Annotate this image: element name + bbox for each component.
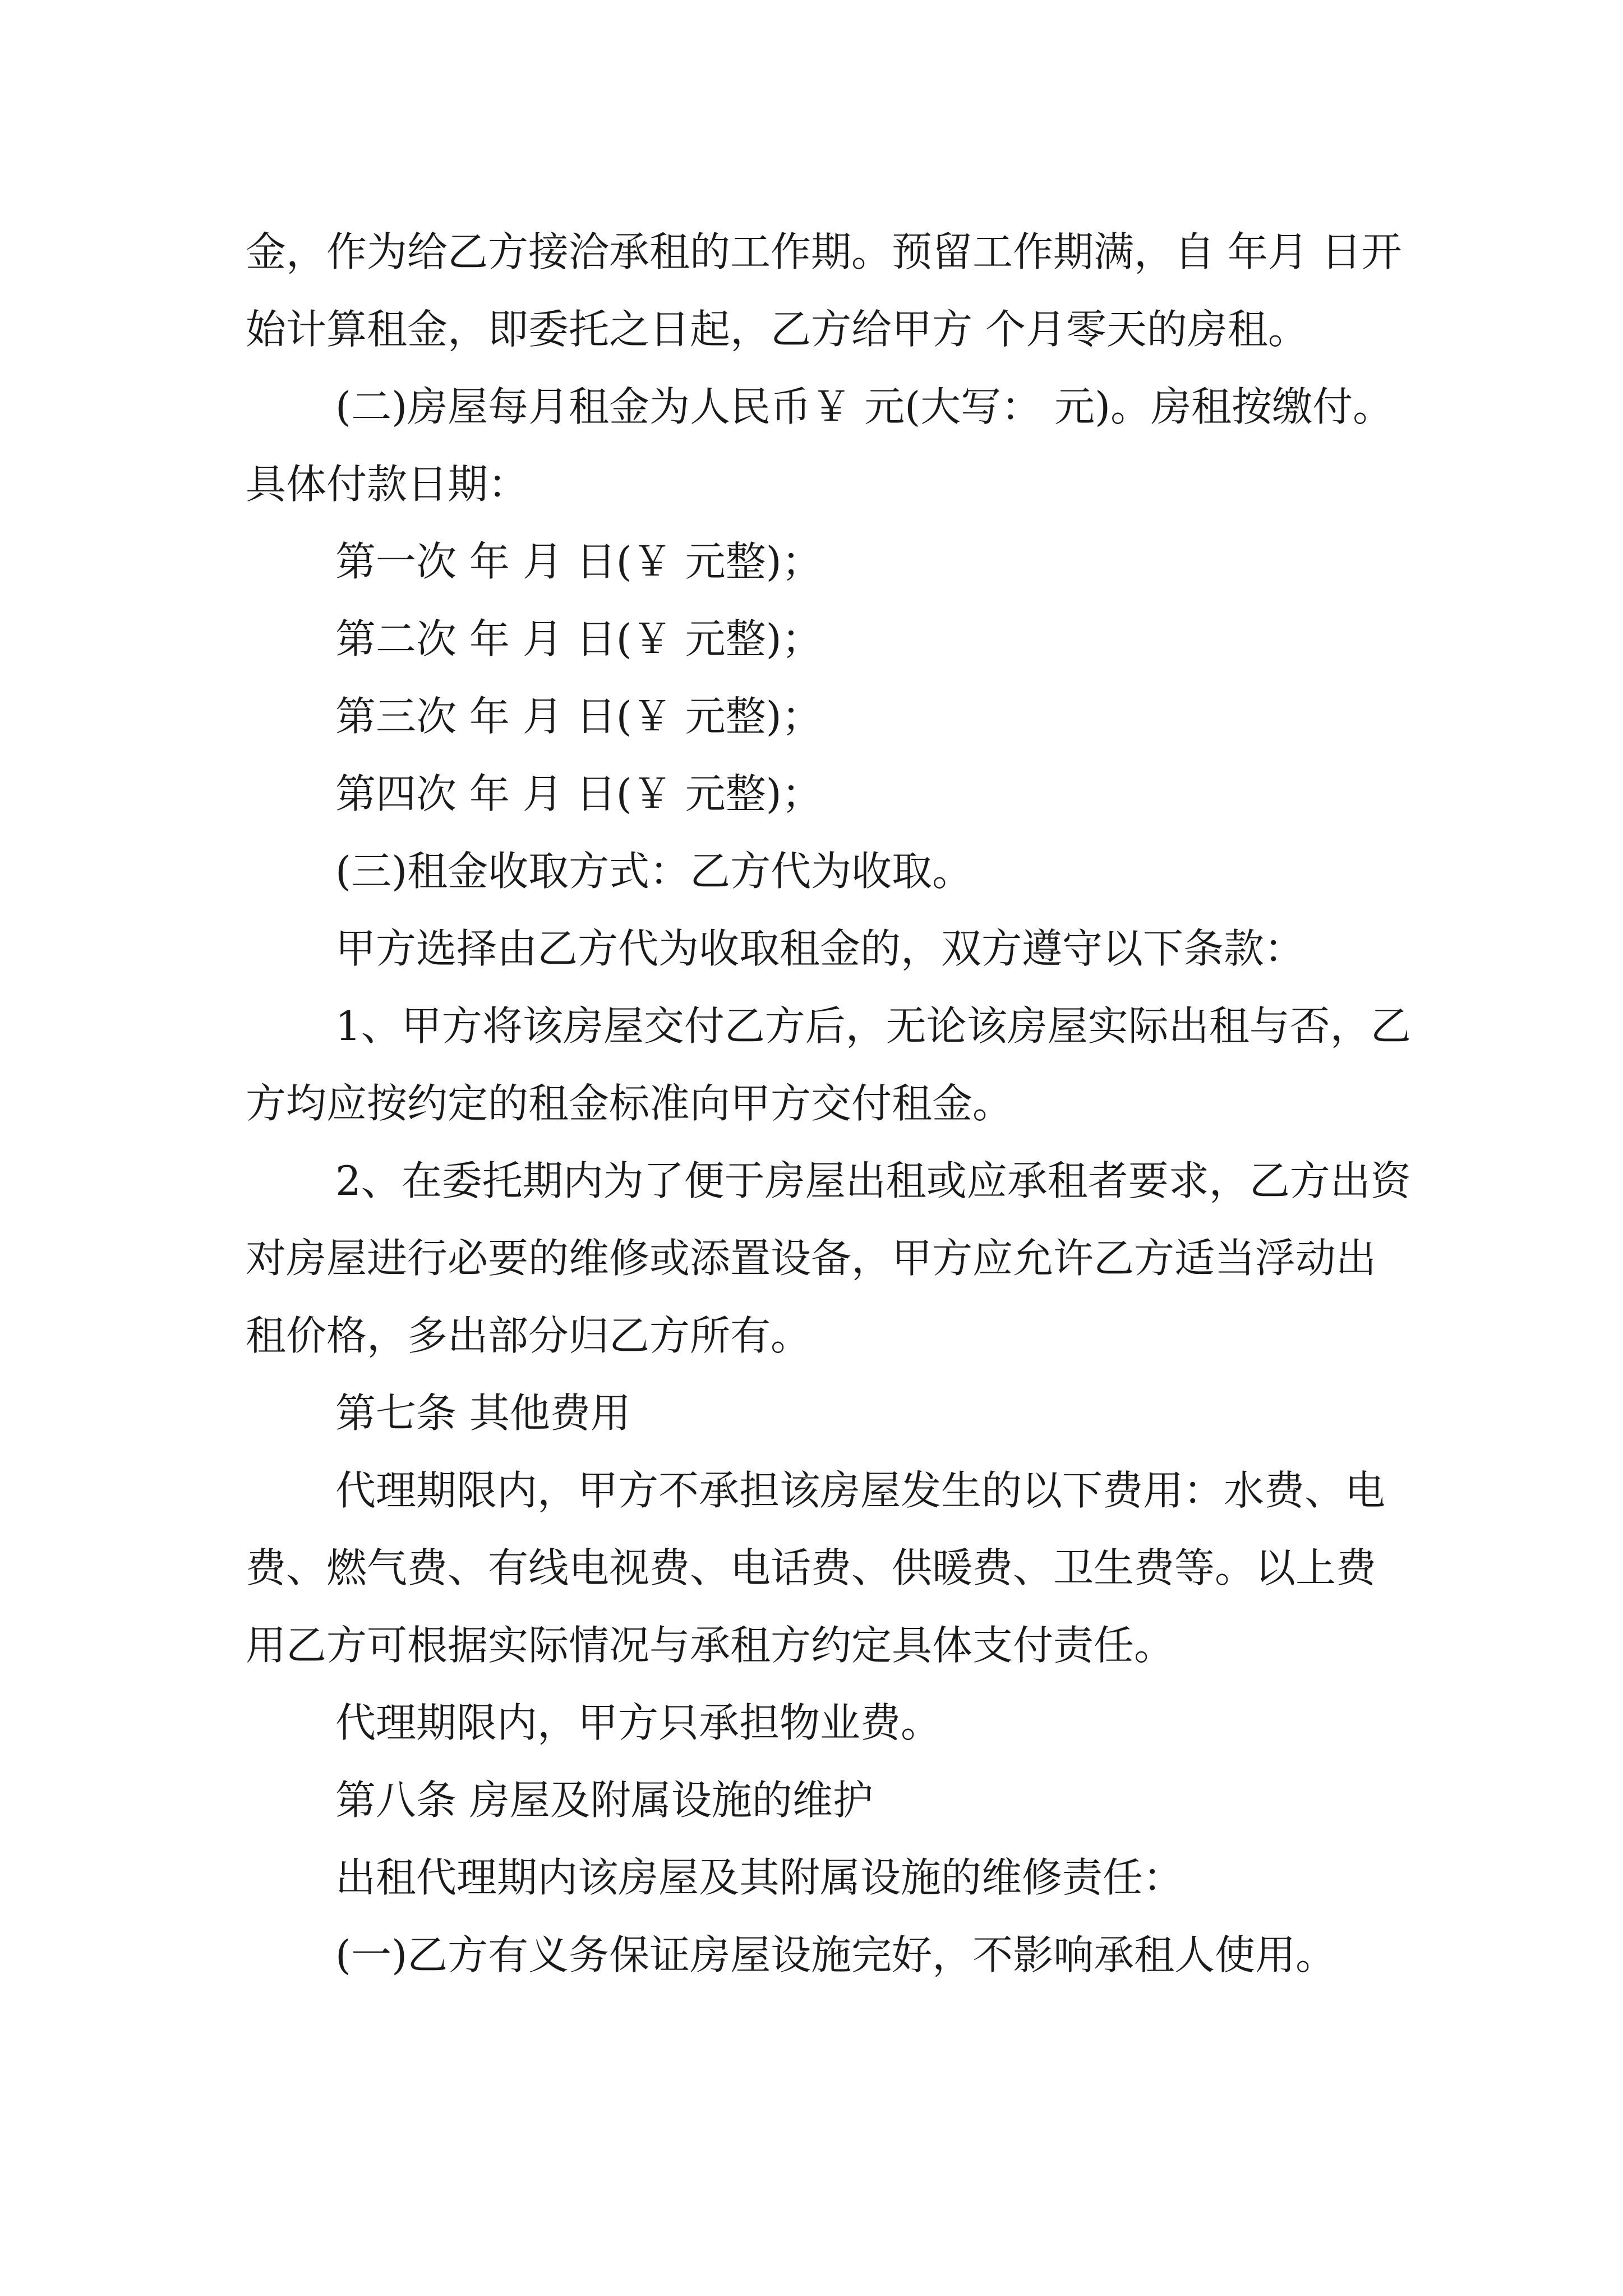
paragraph-collection-terms: 甲方选择由乙方代为收取租金的，双方遵守以下条款： — [335, 925, 1305, 972]
article-7-body: 代理期限内，甲方不承担该房屋发生的以下费用：水费、电费、燃气费、有线电视费、电话费、供暖费、卫生费等。以上费用乙方可根据实际情况与承租方约定具体支付责任。 — [246, 1467, 1386, 1669]
paragraph-rent-start: 金，作为给乙方接洽承租的工作期。预留工作期满，自 年月 日开始计算租金，即委托之日起，乙方给甲方 个月零天的房租。 — [246, 228, 1402, 353]
payment-second: 第二次 年 月 日(￥ 元整)； — [335, 615, 822, 662]
article-8-item-1: (一)乙方有义务保证房屋设施完好，不影响承租人使用。 — [335, 1931, 1336, 1978]
article-8-intro: 出租代理期内该房屋及其附属设施的维修责任： — [335, 1854, 1184, 1901]
document-body — [246, 213, 1412, 1994]
article-7-property-fee: 代理期限内，甲方只承担物业费。 — [335, 1699, 942, 1746]
payment-fourth: 第四次 年 月 日(￥ 元整)； — [335, 770, 822, 817]
article-7-heading: 第七条 其他费用 — [335, 1389, 631, 1437]
payment-first: 第一次 年 月 日(￥ 元整)； — [335, 538, 822, 585]
clause-1: 1、甲方将该房屋交付乙方后，无论该房屋实际出租与否，乙方均应按约定的租金标准向甲方交付租金。 — [246, 1002, 1411, 1127]
paragraph-monthly-rent: (二)房屋每月租金为人民币￥ 元(大写： 元)。房租按缴付。具体付款日期： — [246, 383, 1394, 508]
article-8-heading: 第八条 房屋及附属设施的维护 — [335, 1777, 873, 1824]
paragraph-collection-method: (三)租金收取方式：乙方代为收取。 — [335, 848, 973, 895]
payment-third: 第三次 年 月 日(￥ 元整)； — [335, 693, 822, 740]
clause-2: 2、在委托期内为了便于房屋出租或应承租者要求，乙方出资对房屋进行必要的维修或添置设备，甲方应允许乙方适当浮动出租价格，多出部分归乙方所有。 — [246, 1157, 1411, 1359]
